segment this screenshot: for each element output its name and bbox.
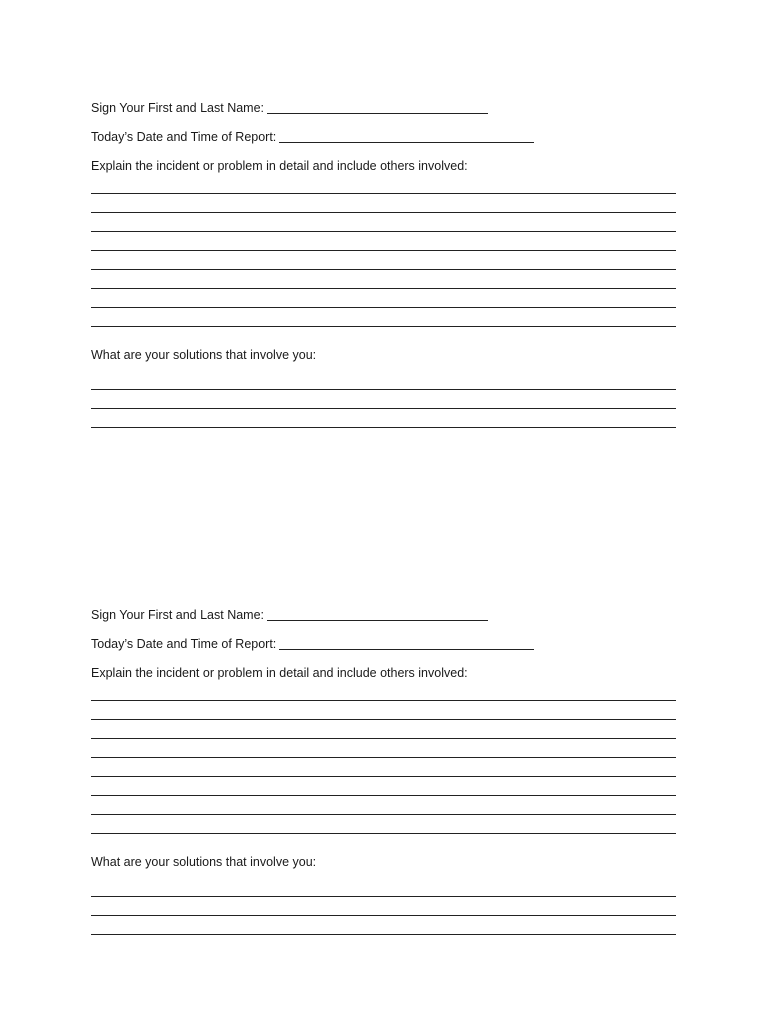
answer-line[interactable] (91, 289, 676, 308)
incident-answer-lines[interactable] (91, 682, 676, 834)
name-field-row (91, 595, 676, 624)
answer-line[interactable] (91, 251, 676, 270)
answer-line[interactable] (91, 777, 676, 796)
answer-line[interactable] (91, 409, 676, 428)
incident-prompt: Explain the incident or problem in detail and include others involved: (91, 159, 468, 173)
date-time-blank[interactable] (279, 142, 534, 143)
name-label: Sign Your First and Last Name: (91, 101, 265, 115)
answer-line[interactable] (91, 682, 676, 701)
answer-line[interactable] (91, 739, 676, 758)
incident-prompt: Explain the incident or problem in detail and include others involved: (91, 666, 468, 680)
solutions-prompt (91, 834, 676, 872)
solutions-prompt (91, 327, 676, 365)
answer-line[interactable] (91, 270, 676, 289)
solutions-answer-lines[interactable] (91, 878, 676, 935)
date-field-row (91, 624, 676, 653)
answer-line[interactable] (91, 878, 676, 897)
name-blank[interactable] (267, 113, 488, 114)
answer-line[interactable] (91, 796, 676, 815)
answer-line[interactable] (91, 390, 676, 409)
answer-line[interactable] (91, 194, 676, 213)
date-field-row (91, 117, 676, 146)
answer-line[interactable] (91, 308, 676, 327)
answer-line[interactable] (91, 916, 676, 935)
answer-line[interactable] (91, 371, 676, 390)
answer-line[interactable] (91, 815, 676, 834)
answer-line[interactable] (91, 897, 676, 916)
incident-report-form-2 (91, 595, 676, 935)
answer-line[interactable] (91, 701, 676, 720)
incident-answer-lines[interactable] (91, 175, 676, 327)
date-time-blank[interactable] (279, 649, 534, 650)
answer-line[interactable] (91, 213, 676, 232)
answer-line[interactable] (91, 758, 676, 777)
name-label: Sign Your First and Last Name: (91, 608, 265, 622)
name-field-row (91, 88, 676, 117)
solutions-prompt-text: What are your solutions that involve you: (91, 855, 317, 869)
answer-line[interactable] (91, 720, 676, 739)
answer-line[interactable] (91, 232, 676, 251)
incident-report-form-1 (91, 88, 676, 428)
solutions-answer-lines[interactable] (91, 371, 676, 428)
date-time-label: Today’s Date and Time of Report: (91, 637, 277, 651)
date-time-label: Today’s Date and Time of Report: (91, 130, 277, 144)
answer-line[interactable] (91, 175, 676, 194)
name-blank[interactable] (267, 620, 488, 621)
solutions-prompt-text: What are your solutions that involve you: (91, 348, 317, 362)
